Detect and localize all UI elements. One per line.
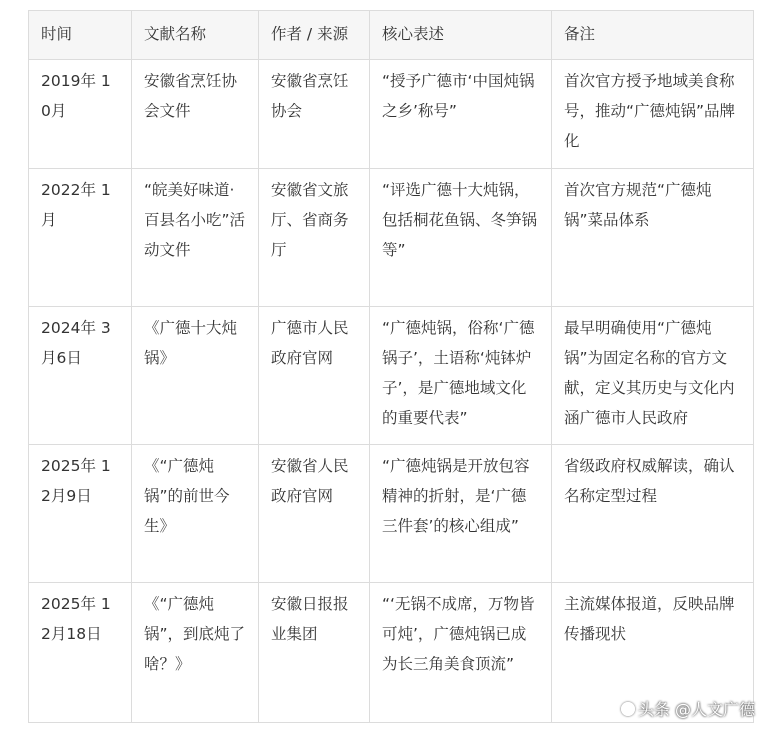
cell-author: 安徽省人民政府官网 bbox=[259, 445, 370, 583]
table-row bbox=[29, 169, 754, 307]
cell-notes: 首次官方规范“广德炖锅”菜品体系 bbox=[552, 169, 754, 307]
cell-notes: 省级政府权威解读，确认名称定型过程 bbox=[552, 445, 754, 583]
cell-author: 安徽日报报业集团 bbox=[259, 583, 370, 723]
literature-table bbox=[28, 10, 754, 723]
cell-title: 《广德十大炖锅》 bbox=[132, 307, 259, 445]
watermark bbox=[621, 697, 755, 720]
table-header-row bbox=[29, 11, 754, 60]
cell-title: “皖美好味道·百县名小吃”活动文件 bbox=[132, 169, 259, 307]
header-statement: 核心表述 bbox=[370, 11, 552, 60]
header-author: 作者 / 来源 bbox=[259, 11, 370, 60]
cell-notes: 最早明确使用“广德炖锅”为固定名称的官方文献，定义其历史与文化内涵广德市人民政府 bbox=[552, 307, 754, 445]
cell-author: 安徽省文旅厅、省商务厅 bbox=[259, 169, 370, 307]
cell-time: 2019年 10月 bbox=[29, 60, 132, 169]
header-title: 文献名称 bbox=[132, 11, 259, 60]
toutiao-logo-icon bbox=[621, 702, 635, 716]
table-row bbox=[29, 307, 754, 445]
table-row bbox=[29, 445, 754, 583]
cell-statement: “授予广德市‘中国炖锅之乡’称号” bbox=[370, 60, 552, 169]
cell-time: 2025年 12月18日 bbox=[29, 583, 132, 723]
table-row bbox=[29, 60, 754, 169]
cell-time: 2025年 12月9日 bbox=[29, 445, 132, 583]
header-time: 时间 bbox=[29, 11, 132, 60]
cell-title: 《“广德炖锅”的前世今生》 bbox=[132, 445, 259, 583]
cell-time: 2024年 3月6日 bbox=[29, 307, 132, 445]
cell-statement: “评选广德十大炖锅，包括桐花鱼锅、冬笋锅等” bbox=[370, 169, 552, 307]
cell-notes: 首次官方授予地域美食称号，推动“广德炖锅”品牌化 bbox=[552, 60, 754, 169]
cell-statement: “广德炖锅是开放包容精神的折射，是‘广德三件套’的核心组成” bbox=[370, 445, 552, 583]
cell-statement: “‘无锅不成席，万物皆可炖’，广德炖锅已成为长三角美食顶流” bbox=[370, 583, 552, 723]
cell-author: 广德市人民政府官网 bbox=[259, 307, 370, 445]
cell-title: 《“广德炖锅”，到底炖了啥？》 bbox=[132, 583, 259, 723]
cell-statement: “广德炖锅，俗称‘广德锅子’，土语称‘炖钵炉子’，是广德地域文化的重要代表” bbox=[370, 307, 552, 445]
watermark-text: 头条 @人文广德 bbox=[637, 700, 755, 719]
cell-notes: 主流媒体报道，反映品牌传播现状 bbox=[552, 583, 754, 723]
header-notes: 备注 bbox=[552, 11, 754, 60]
cell-author: 安徽省烹饪协会 bbox=[259, 60, 370, 169]
cell-title: 安徽省烹饪协会文件 bbox=[132, 60, 259, 169]
cell-time: 2022年 1月 bbox=[29, 169, 132, 307]
